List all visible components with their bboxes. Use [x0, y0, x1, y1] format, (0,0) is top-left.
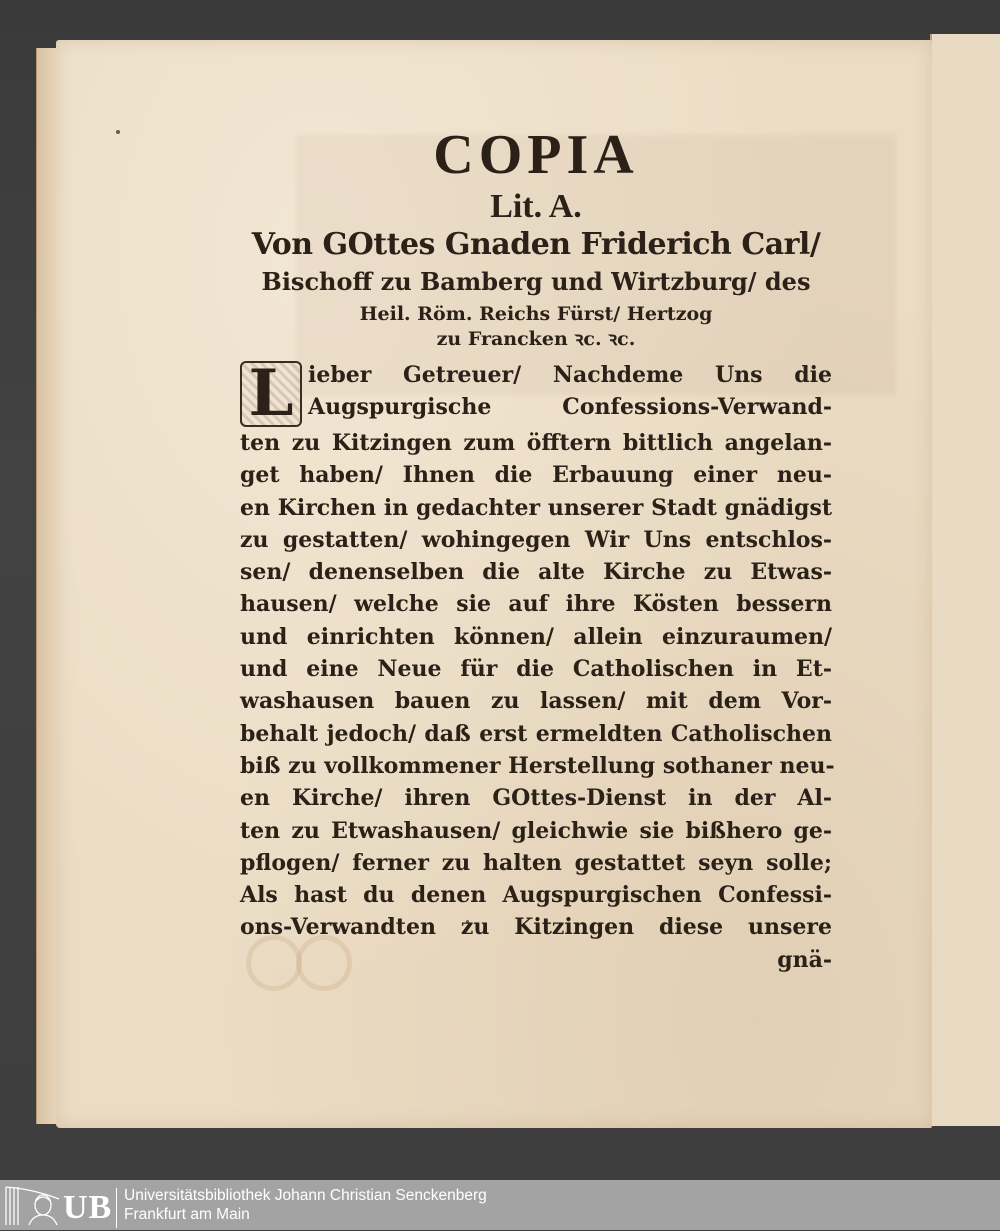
body-line: get haben/ Ihnen die Erbauung einer neu-: [240, 462, 832, 489]
body-line: washausen bauen zu lassen/ mit dem Vor-: [240, 688, 832, 715]
body-line: hausen/ welche sie auf ihre Kösten bessern: [240, 591, 832, 618]
body-line: ieber Getreuer/ Nachdeme Uns die: [308, 362, 832, 388]
catchword: gnä-: [777, 946, 832, 973]
logo-text: UB: [63, 1189, 113, 1226]
decorated-initial: L: [240, 361, 302, 427]
institution-line-1: Universitätsbibliothek Johann Christian Senckenberg: [124, 1187, 487, 1204]
library-footer-bar: [0, 1180, 1000, 1230]
document-content: [240, 124, 835, 976]
document-body: [240, 356, 835, 976]
body-line: Augspurgische Confessions-Verwand-: [308, 394, 832, 421]
heading-line: Heil. Röm. Reichs Fürst/ Hertzog: [359, 303, 713, 325]
body-line: sen/ denenselben die alte Kirche zu Etwas-: [240, 559, 832, 586]
body-line: pflogen/ ferner zu halten gestattet seyn solle;: [240, 849, 832, 876]
document-subtitle: Lit. A.: [490, 188, 582, 225]
heading-line: zu Francken ꝛc. ꝛc.: [436, 328, 636, 350]
senckenberg-portrait-icon: [3, 1183, 63, 1227]
body-line: und einrichten können/ allein einzuraumen/: [240, 623, 832, 650]
heading-line: Bischoff zu Bamberg und Wirtzburg/ des: [261, 267, 811, 296]
body-line: en Kirche/ ihren GOttes-Dienst in der Al-: [240, 785, 832, 812]
logo-divider: [116, 1188, 117, 1228]
heading-line: Von GOttes Gnaden Friderich Carl/: [251, 227, 821, 262]
body-line: und eine Neue für die Catholischen in Et-: [240, 656, 832, 683]
institution-name: [124, 1186, 487, 1224]
body-line: Als hast du denen Augspurgischen Confessi-: [240, 882, 832, 909]
body-line: ons-Verwandten zu Kitzingen diese unsere: [240, 914, 832, 941]
body-line: behalt jedoch/ daß erst ermeldten Catholischen: [240, 720, 832, 747]
body-line: en Kirchen in gedachter unserer Stadt gnädigst: [240, 494, 832, 521]
paper-speck: [116, 130, 120, 134]
document-title: COPIA: [433, 124, 639, 186]
institution-line-2: Frankfurt am Main: [124, 1206, 250, 1223]
body-line: ten zu Kitzingen zum öfftern bittlich angelan-: [240, 430, 832, 456]
ub-logo[interactable]: [3, 1183, 115, 1227]
facing-page-edge: [930, 34, 1000, 1126]
body-line: zu gestatten/ wohingegen Wir Uns entschlos-: [240, 526, 832, 553]
body-line: ten zu Etwashausen/ gleichwie sie bißhero ge-: [240, 817, 832, 844]
body-line: biß zu vollkommener Herstellung sothaner neu-: [240, 752, 835, 779]
